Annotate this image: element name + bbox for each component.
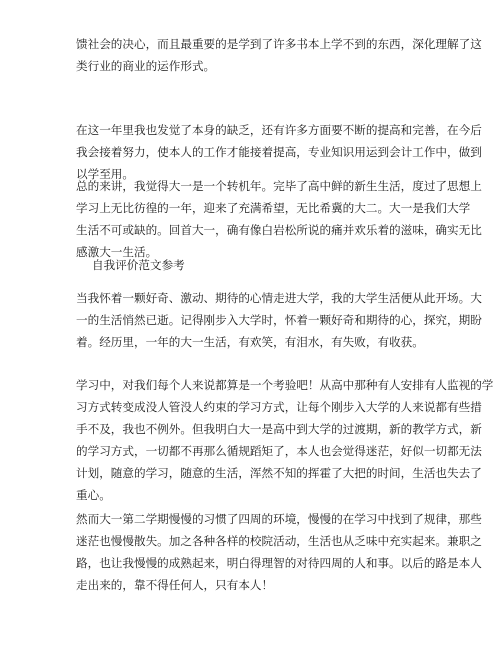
paragraph-4 <box>76 287 482 353</box>
section-heading: 自我评价范文参考 <box>92 258 185 272</box>
text-line: 然而大一第二学期慢慢的习惯了四周的环境，慢慢的在学习中找到了规律，那些 <box>76 512 482 526</box>
text-line: 生活不可或缺的。回首大一，确有像白岩松所说的痛并欢乐着的滋味，确实无比 <box>76 223 482 237</box>
text-line: 重心。 <box>76 488 111 502</box>
text-line: 总的来讲，我觉得大一是一个转机年。完毕了高中鲜的新生生活，度过了思想上 <box>76 179 482 193</box>
text-line: 习方式转变成没人管没人约束的学习方式，让每个刚步入大学的人来说都有些措 <box>76 400 482 414</box>
text-line: 着。经历里，一年的大一生活，有欢笑，有泪水，有失败，有收获。 <box>76 335 424 349</box>
text-line: 计划，随意的学习，随意的生活，浑然不知的挥霍了大把的时间，生活也失去了 <box>76 466 482 480</box>
text-line: 类行业的商业的运作形式。 <box>76 59 216 73</box>
text-line: 的学习方式，一切都不再那么循规蹈矩了，本人也会觉得迷茫，好似一切都无法 <box>76 444 482 458</box>
text-line: 感激大一生活。 <box>76 245 158 259</box>
text-line: 在这一年里我也发觉了本身的缺乏，还有许多方面要不断的提高和完善，在今后 <box>76 123 482 137</box>
text-line: 馈社会的决心，而且最重要的是学到了许多书本上学不到的东西，深化理解了这 <box>76 37 482 51</box>
text-line: 我会接着努力，使本人的工作才能接着提高，专业知识用运到会计工作中，做到 <box>76 145 482 159</box>
text-line: 手不及，我也不例外。但我明白大一是高中到大学的过渡期，新的教学方式，新 <box>76 422 482 436</box>
text-line: 当我怀着一颗好奇、激动、期待的心情走进大学，我的大学生活便从此开场。大 <box>76 291 482 305</box>
paragraph-1 <box>76 33 482 77</box>
text-line: 迷茫也慢慢散失。加之各种各样的校院活动，生活也从乏味中充实起来。兼职之 <box>76 534 482 548</box>
text-line: 一的生活悄然已逝。记得刚步入大学时，怀着一颗好奇和期待的心，探究，期盼 <box>76 313 482 327</box>
paragraph-3 <box>76 175 482 263</box>
text-line: 以学至用。 <box>76 167 134 181</box>
paragraph-6 <box>76 508 482 596</box>
text-line: 路，也让我慢慢的成熟起来，明白得理智的对待四周的人和事。以后的路是本人 <box>76 556 482 570</box>
text-line: 学习上无比彷徨的一年，迎来了充满希望，无比希冀的大二。大一是我们大学 <box>76 201 471 215</box>
paragraph-5 <box>76 374 494 506</box>
text-line: 走出来的，靠不得任何人，只有本人！ <box>76 578 274 592</box>
text-line: 学习中，对我们每个人来说都算是一个考验吧！从高中那种有人安排有人监视的学 <box>76 378 494 392</box>
